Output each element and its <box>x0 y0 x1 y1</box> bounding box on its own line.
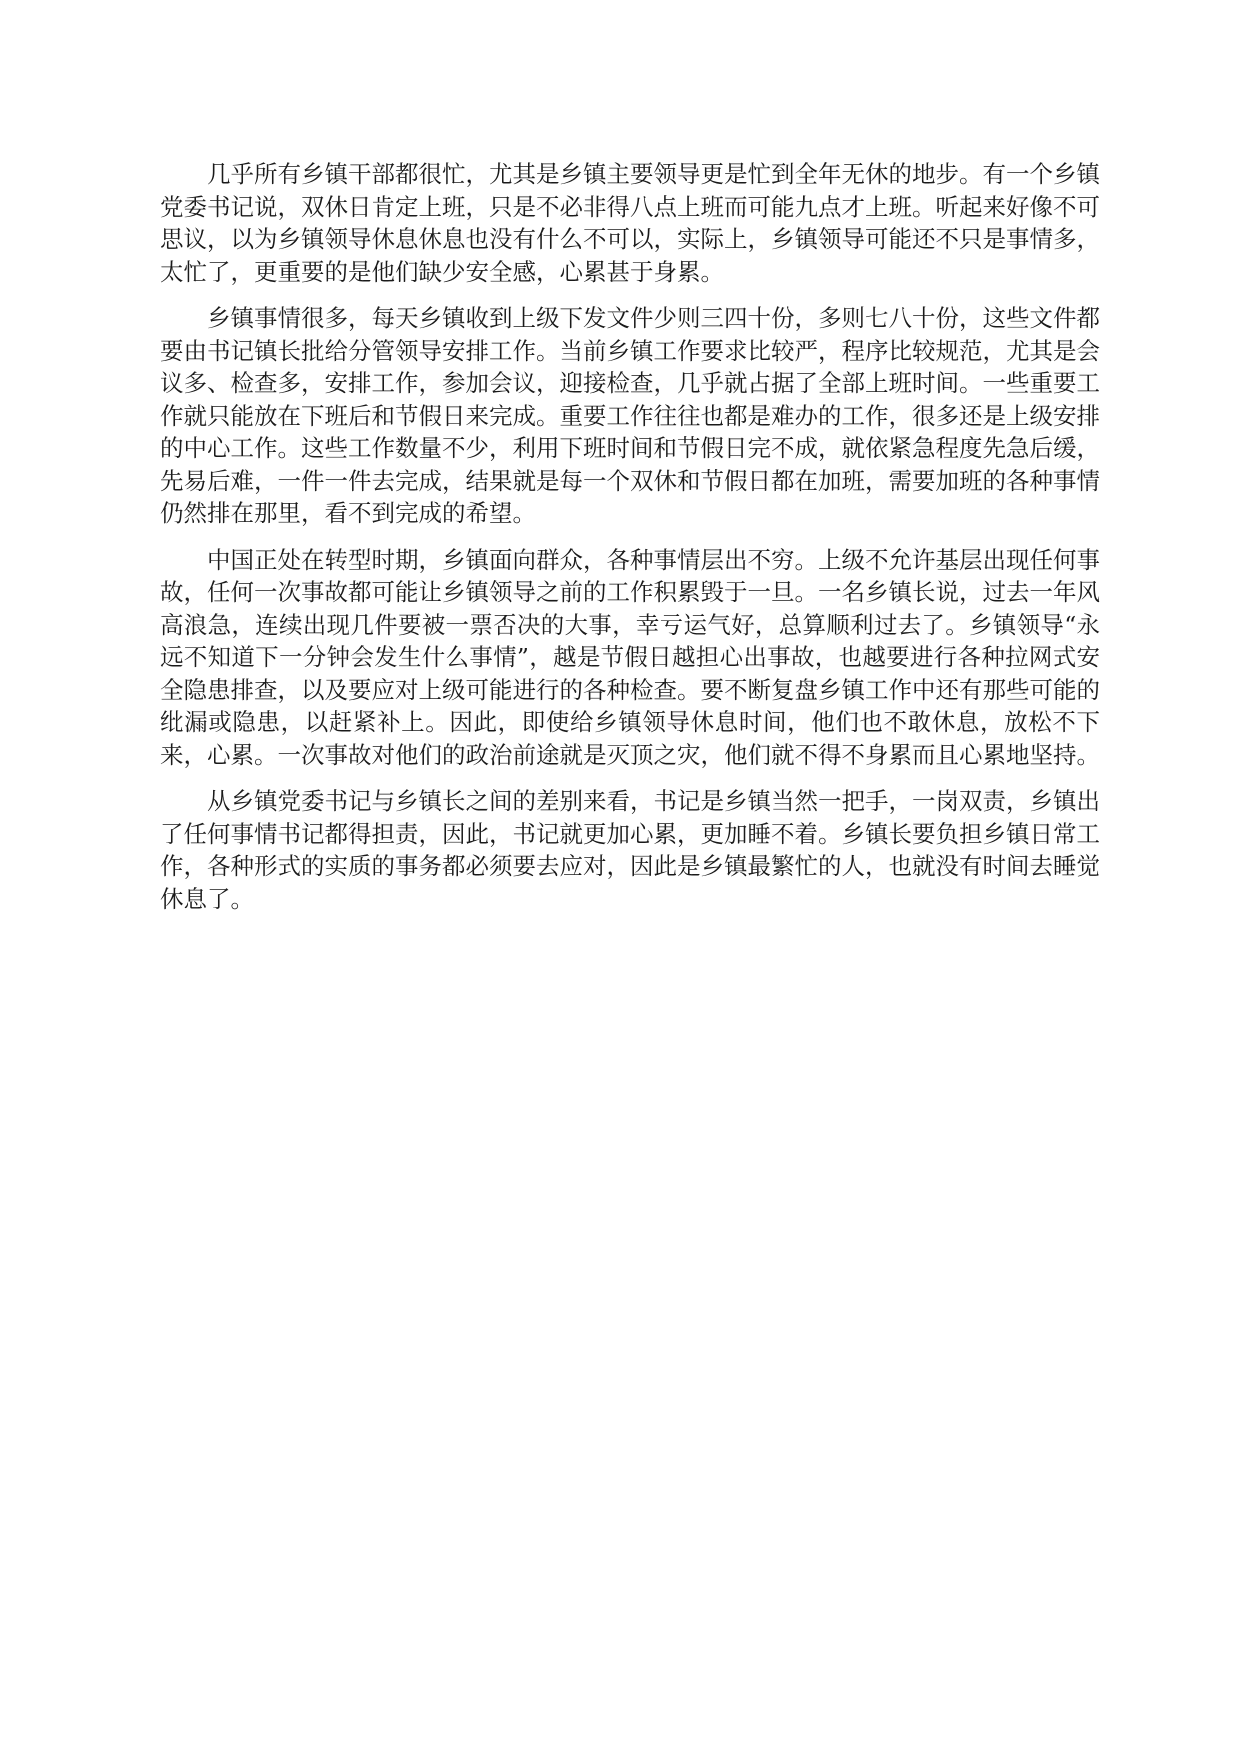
document-body <box>160 158 1100 929</box>
paragraph-3: 中国正处在转型时期，乡镇面向群众，各种事情层出不穷。上级不允许基层出现任何事故，任何一次事故都可能让乡镇领导之前的工作积累毁于一旦。一名乡镇长说，过去一年风高浪急，连续出现几件要被一票否决的大事，幸亏运气好，总算顺利过去了。乡镇领导“永远不知道下一分钟会发生什么事情”，越是节假日越担心出事故，也越要进行各种拉网式安全隐患排查，以及要应对上级可能进行的各种检查。要不断复盘乡镇工作中还有那些可能的纰漏或隐患，以赶紧补上。因此，即使给乡镇领导休息时间，他们也不敢休息，放松不下来，心累。一次事故对他们的政治前途就是灭顶之灾，他们就不得不身累而且心累地坚持。 <box>160 545 1100 769</box>
paragraph-1: 几乎所有乡镇干部都很忙，尤其是乡镇主要领导更是忙到全年无休的地步。有一个乡镇党委书记说，双休日肯定上班，只是不必非得八点上班而可能九点才上班。听起来好像不可思议，以为乡镇领导休息休息也没有什么不可以，实际上，乡镇领导可能还不只是事情多，太忙了，更重要的是他们缺少安全感，心累甚于身累。 <box>160 160 1100 286</box>
paragraph-2: 乡镇事情很多，每天乡镇收到上级下发文件少则三四十份，多则七八十份，这些文件都要由书记镇长批给分管领导安排工作。当前乡镇工作要求比较严，程序比较规范，尤其是会议多、检查多，安排工作，参加会议，迎接检查，几乎就占据了全部上班时间。一些重要工作就只能放在下班后和节假日来完成。重要工作往往也都是难办的工作，很多还是上级安排的中心工作。这些工作数量不少，利用下班时间和节假日完不成，就依紧急程度先急后缓，先易后难，一件一件去完成，结果就是每一个双休和节假日都在加班，需要加班的各种事情仍然排在那里，看不到完成的希望。 <box>160 304 1100 527</box>
paragraph-4: 从乡镇党委书记与乡镇长之间的差别来看，书记是乡镇当然一把手，一岗双责，乡镇出了任何事情书记都得担责，因此，书记就更加心累，更加睡不着。乡镇长要负担乡镇日常工作，各种形式的实质的事务都必须要去应对，因此是乡镇最繁忙的人，也就没有时间去睡觉休息了。 <box>160 787 1100 913</box>
